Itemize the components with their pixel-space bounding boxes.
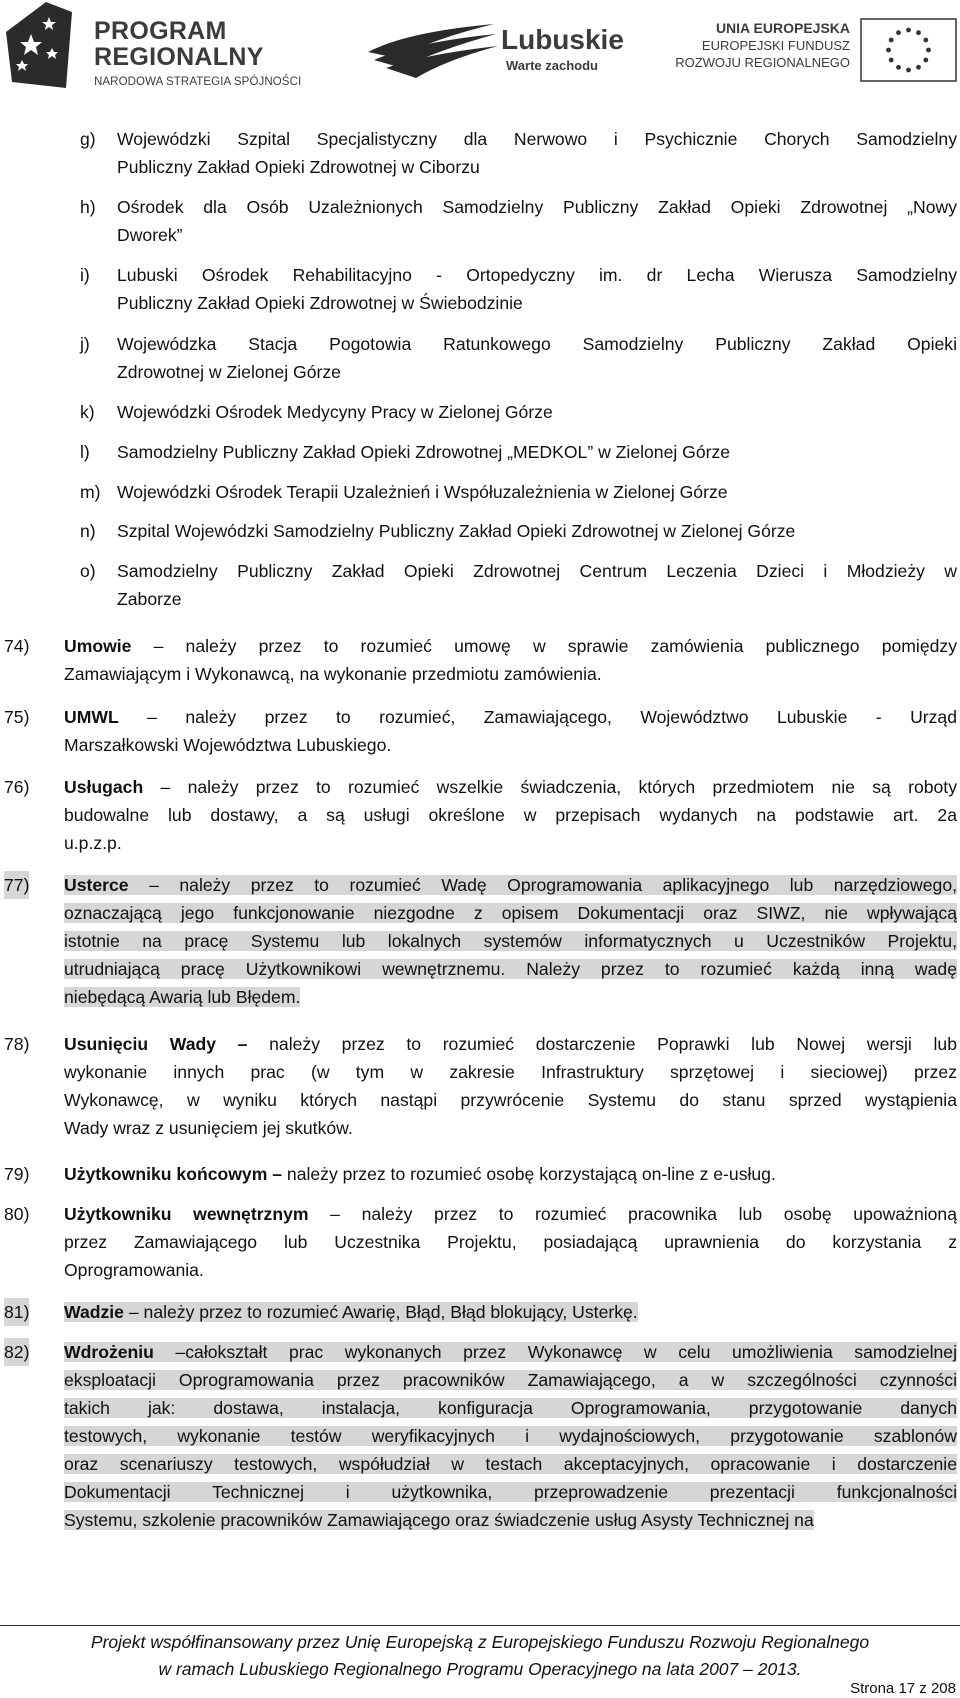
list-item-label: k) xyxy=(80,402,95,422)
eu-logo-text: UNIA EUROPEJSKA EUROPEJSKI FUNDUSZ ROZWOJU REGIONALNEGO xyxy=(675,20,850,70)
definition-text-line: Wykonawcę, w wyniku których nastąpi przywrócenie Systemu do stanu sprzed wystąpienia xyxy=(64,1090,957,1110)
definition-text-line: Marszałkowski Województwa Lubuskiego. xyxy=(64,735,392,755)
program-regionalny-logo xyxy=(6,2,306,88)
list-item-text-line: Publiczny Zakład Opieki Zdrowotnej w Ciborzu xyxy=(117,157,480,177)
definition-text-line: Użytkowniku wewnętrznym – należy przez to rozumieć pracownika lub osobę upoważnioną xyxy=(64,1204,957,1224)
footer-line-1: Projekt współfinansowany przez Unię Europejską z Europejskiego Funduszu Rozwoju Regionalnego xyxy=(90,1632,870,1652)
list-item-text-line: Zaborze xyxy=(117,589,182,609)
lubuskie-name: Lubuskie xyxy=(501,24,624,55)
definition-text-line: Wady wraz z usunięciem jej skutków. xyxy=(64,1118,353,1138)
definition-term: Usługach xyxy=(64,777,144,797)
definition-text-line: Oprogramowania. xyxy=(64,1260,204,1280)
definition-text-line: niebędącą Awarią lub Błędem. xyxy=(64,987,301,1007)
list-item-text-line: Szpital Wojewódzki Samodzielny Publiczny Zakład Opieki Zdrowotnej w Zielonej Górze xyxy=(117,521,796,541)
definition-term: Wadzie xyxy=(64,1302,124,1322)
list-item-text-line: Samodzielny Publiczny Zakład Opieki Zdrowotnej Centrum Leczenia Dzieci i Młodzieży w xyxy=(117,561,957,581)
footer-divider xyxy=(0,1625,960,1626)
definition-text-line: wykonanie innych prac (w tym w zakresie Infrastruktury sprzętowej i sieciowej) przez xyxy=(64,1062,957,1082)
definition-text-line: takich jak: dostawa, instalacja, konfiguracja Oprogramowania, przygotowanie danych xyxy=(64,1398,957,1418)
definition-number: 75) xyxy=(4,707,30,727)
definition-text-line: Systemu, szkolenie pracowników Zamawiającego oraz świadczenie usług Asysty Technicznej na xyxy=(64,1510,814,1530)
program-regionalny-emblem-icon xyxy=(6,2,72,88)
definition-text-line: budowalne lub dostawy, a są usługi określone w przepisach wydanych na podstawie art. 2a xyxy=(64,805,957,825)
definition-number: 74) xyxy=(4,636,30,656)
definition-term: Usterce xyxy=(64,875,129,895)
definition-text-line: Usunięciu Wady – należy przez to rozumieć dostarczenie Poprawki lub Nowej wersji lub xyxy=(64,1034,957,1054)
list-item-text-line: Lubuski Ośrodek Rehabilitacyjno - Ortopedyczny im. dr Lecha Wierusza Samodzielny xyxy=(117,265,957,285)
definition-term: Wdrożeniu xyxy=(64,1342,154,1362)
definition-term: Użytkowniku wewnętrznym xyxy=(64,1204,309,1224)
definition-text-line: eksploatacji Oprogramowania przez pracowników Zamawiającego, a w szczególności czynności xyxy=(64,1370,957,1390)
definition-number: 80) xyxy=(4,1204,30,1224)
definition-text-line: Umowie – należy przez to rozumieć umowę w sprawie zamówienia publicznego pomiędzy xyxy=(64,636,957,656)
definition-text-line: Wadzie – należy przez to rozumieć Awarię, Błąd, Błąd blokujący, Usterkę. xyxy=(64,1302,638,1322)
page-header xyxy=(0,0,960,92)
lubuskie-tagline: Warte zachodu xyxy=(506,58,598,73)
definition-number: 79) xyxy=(4,1164,30,1184)
program-regionalny-wordmark: PROGRAM REGIONALNY xyxy=(94,17,264,71)
list-item-label: l) xyxy=(80,442,90,462)
definition-text-line: u.p.z.p. xyxy=(64,833,122,853)
definition-number: 81) xyxy=(4,1298,29,1326)
list-item-label: i) xyxy=(80,265,90,285)
list-item-label: o) xyxy=(80,561,96,581)
definition-text-line: Dokumentacji Technicznej i użytkownika, przeprowadzenie prezentacji funkcjonalności xyxy=(64,1482,957,1502)
definition-text-line: Wdrożeniu –całokształt prac wykonanych przez Wykonawcę w celu umożliwienia samodzielnej xyxy=(64,1342,957,1362)
definition-text-line: przez Zamawiającego lub Uczestnika Projektu, posiadającą uprawnienia do korzystania z xyxy=(64,1232,957,1252)
list-item-text-line: Wojewódzki Ośrodek Terapii Uzależnień i Współuzależnienia w Zielonej Górze xyxy=(117,482,728,502)
list-item-text-line: Ośrodek dla Osób Uzależnionych Samodzielny Publiczny Zakład Opieki Zdrowotnej „Nowy xyxy=(117,197,957,217)
definition-text-line: testowych, wykonanie testów weryfikacyjnych i wydajnościowych, przygotowanie szablonów xyxy=(64,1426,957,1446)
definition-number: 76) xyxy=(4,777,30,797)
lubuskie-swoosh-icon xyxy=(366,18,501,82)
definition-text-line: Usterce – należy przez to rozumieć Wadę Oprogramowania aplikacyjnego lub narzędziowego, xyxy=(64,875,957,895)
definition-text-line: oraz scenariuszy testowych, współudział w testach akceptacyjnych, opracowanie i dostarczenie xyxy=(64,1454,957,1474)
definition-term: Użytkowniku końcowym – xyxy=(64,1164,283,1184)
eu-logo xyxy=(670,18,955,82)
program-regionalny-subtitle: NARODOWA STRATEGIA SPÓJNOŚCI xyxy=(94,76,302,88)
eu-flag-icon xyxy=(860,18,957,82)
list-item-label: n) xyxy=(80,521,96,541)
definition-text-line: utrudniającą pracę Użytkownikowi wewnętrznemu. Należy przez to rozumieć każdą inną wadę xyxy=(64,959,957,979)
definition-text-line: istotnie na pracę Systemu lub lokalnych systemów informatycznych u Uczestników Projektu, xyxy=(64,931,957,951)
definition-text-line: oznaczającą jego funkcjonowanie niezgodne z opisem Dokumentacji oraz SIWZ, nie wpływającą xyxy=(64,903,957,923)
list-item-label: h) xyxy=(80,197,96,217)
list-item-text-line: Wojewódzki Ośrodek Medycyny Pracy w Zielonej Górze xyxy=(117,402,553,422)
list-item-text-line: Wojewódzki Szpital Specjalistyczny dla Nerwowo i Psychicznie Chorych Samodzielny xyxy=(117,129,957,149)
page-number: Strona 17 z 208 xyxy=(850,1680,956,1697)
list-item-text-line: Dworek” xyxy=(117,225,183,245)
definition-number: 77) xyxy=(4,871,29,899)
footer-line-2: w ramach Lubuskiego Regionalnego Programu Operacyjnego na lata 2007 – 2013. xyxy=(158,1659,802,1679)
list-item-label: m) xyxy=(80,482,101,502)
definition-term: Umowie xyxy=(64,636,132,656)
definition-text-line: UMWL – należy przez to rozumieć, Zamawiającego, Województwo Lubuskie - Urząd xyxy=(64,707,957,727)
list-item-text-line: Wojewódzka Stacja Pogotowia Ratunkowego Samodzielny Publiczny Zakład Opieki xyxy=(117,334,957,354)
page-footer xyxy=(0,1629,960,1683)
list-item-text-line: Samodzielny Publiczny Zakład Opieki Zdrowotnej „MEDKOL” w Zielonej Górze xyxy=(117,442,731,462)
list-item-label: j) xyxy=(80,334,90,354)
definition-text-line: Usługach – należy przez to rozumieć wszelkie świadczenia, których przedmiotem nie są roboty xyxy=(64,777,957,797)
definition-term: Usunięciu Wady – xyxy=(64,1034,248,1054)
definition-term: UMWL xyxy=(64,707,119,727)
definition-number: 82) xyxy=(4,1338,29,1366)
lubuskie-logo xyxy=(366,18,624,82)
list-item-text-line: Zdrowotnej w Zielonej Górze xyxy=(117,362,341,382)
definition-text-line: Użytkowniku końcowym – należy przez to rozumieć osobę korzystającą on-line z e-usług. xyxy=(64,1164,776,1184)
definition-text-line: Zamawiającym i Wykonawcą, na wykonanie przedmiotu zamówienia. xyxy=(64,664,602,684)
definition-number: 78) xyxy=(4,1034,30,1054)
list-item-text-line: Publiczny Zakład Opieki Zdrowotnej w Świebodzinie xyxy=(117,293,523,313)
list-item-label: g) xyxy=(80,129,96,149)
